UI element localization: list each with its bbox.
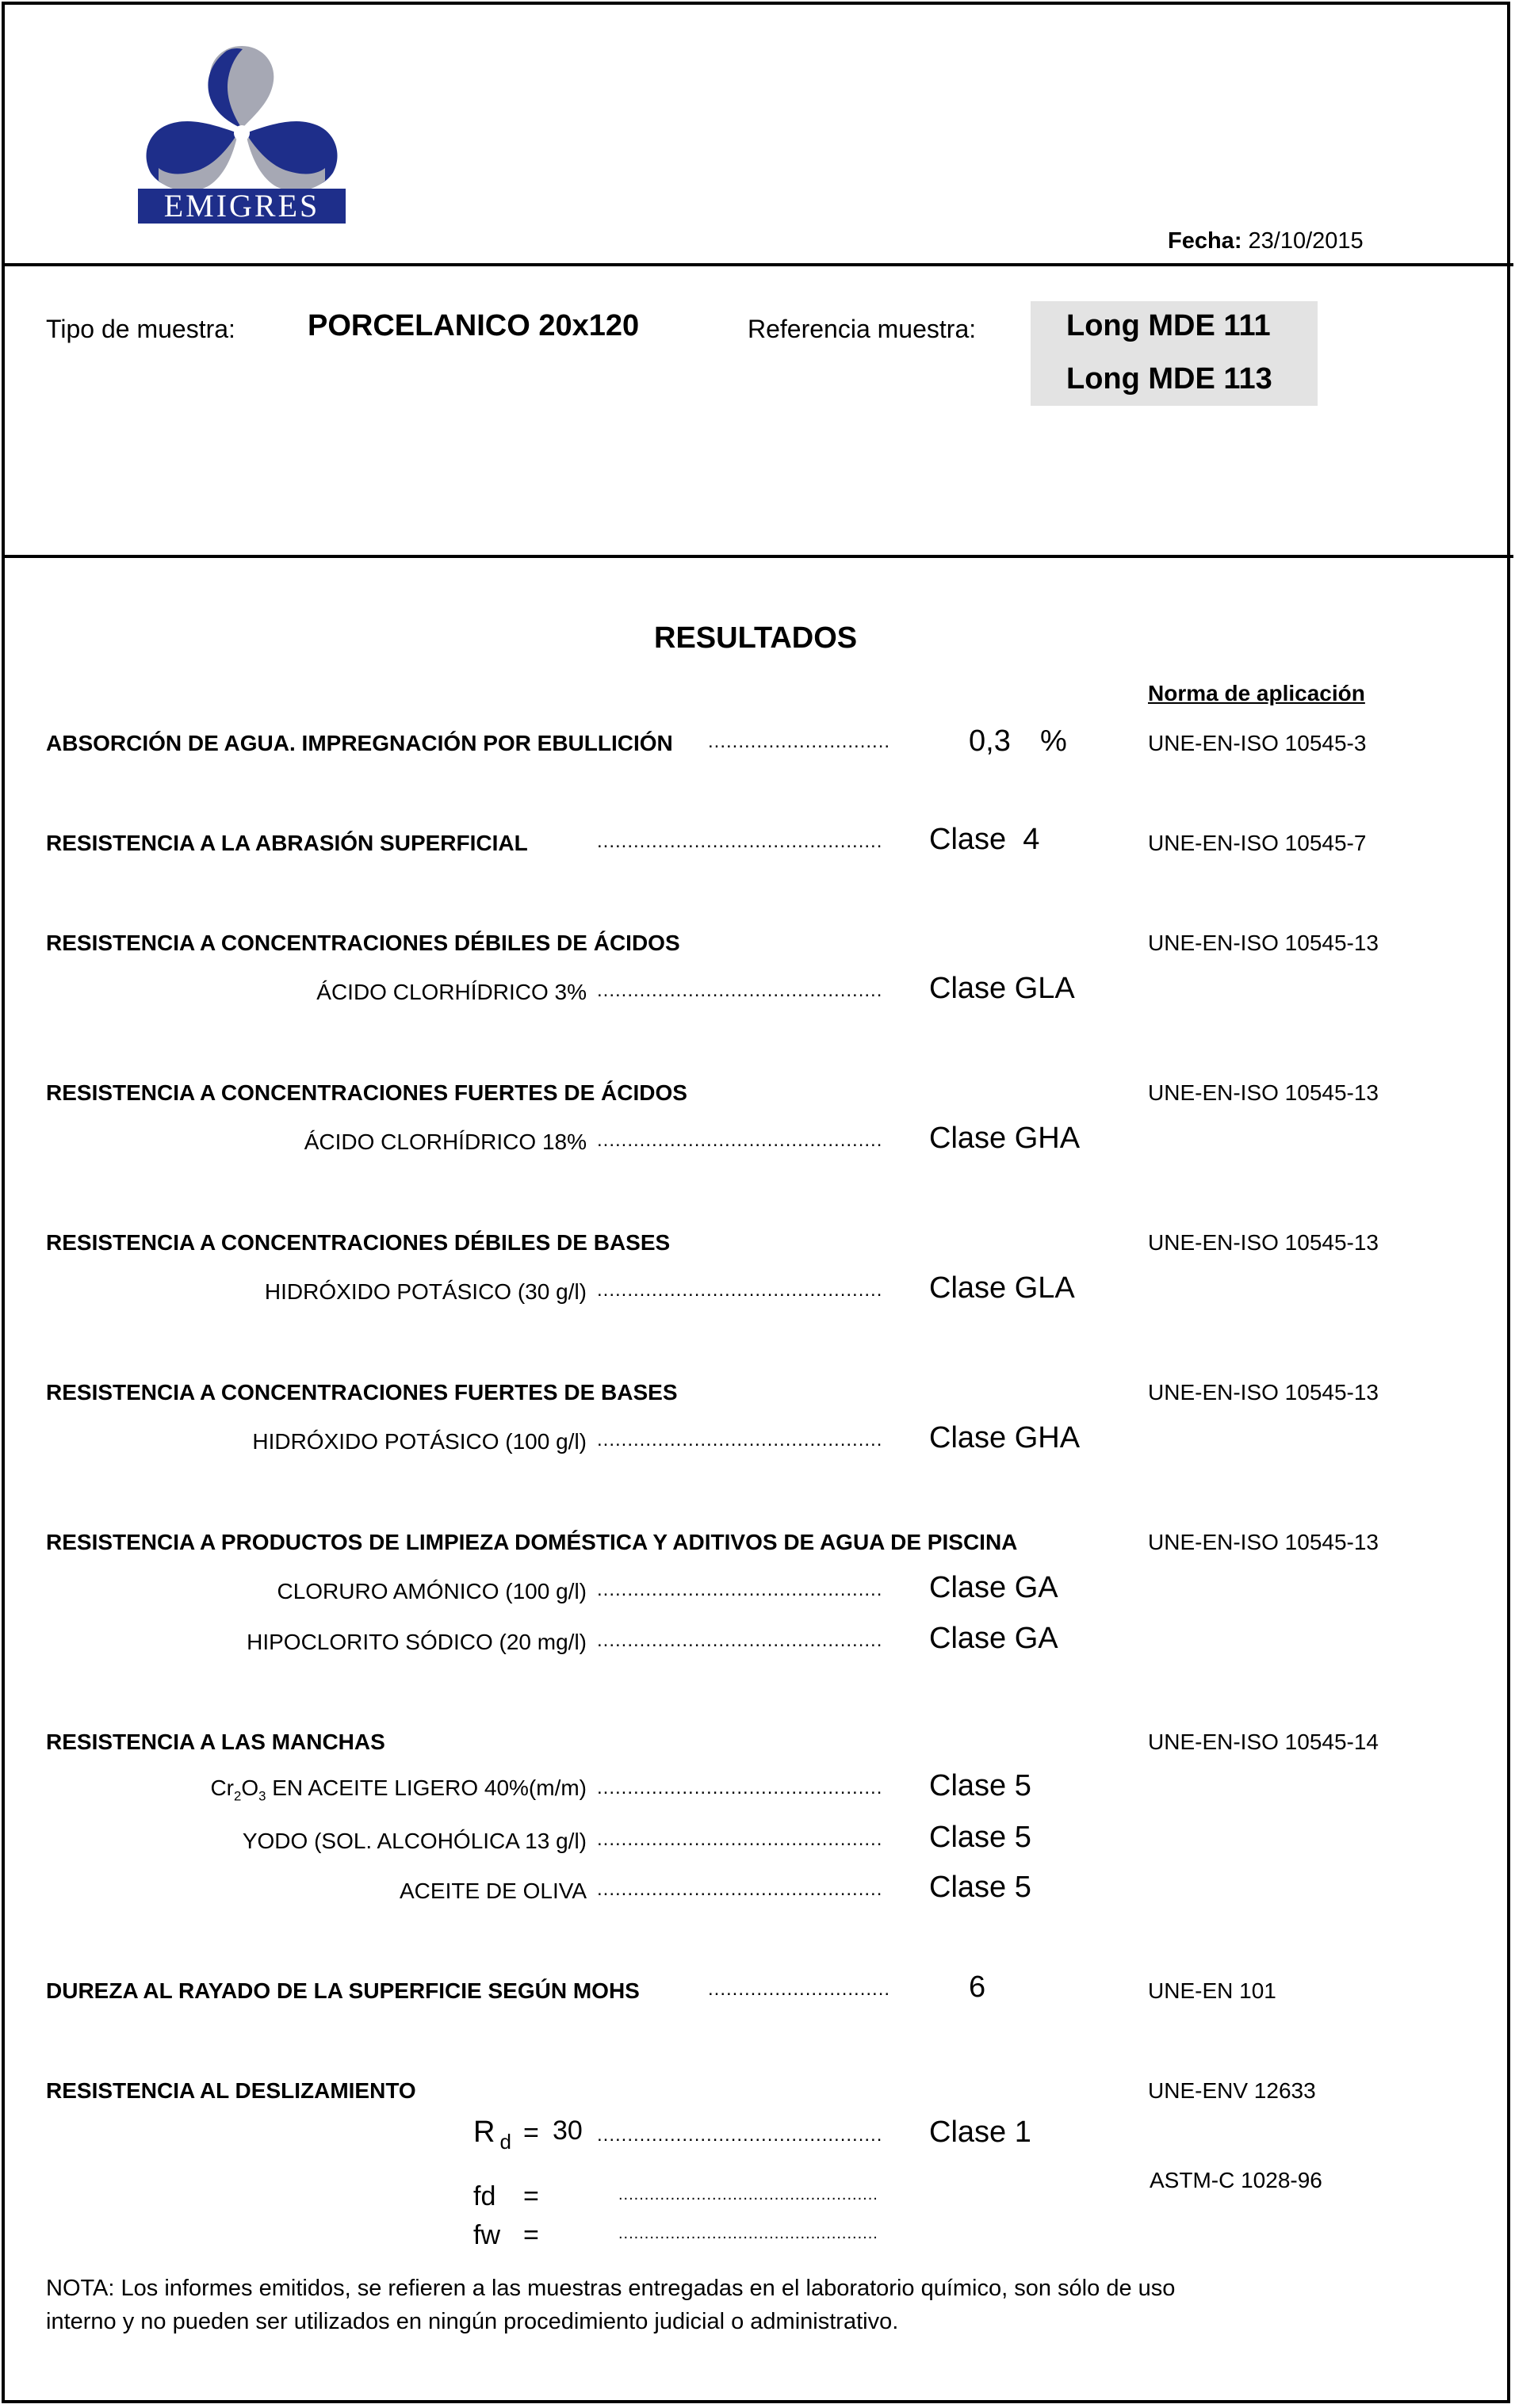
standard-ref: UNE-EN 101 bbox=[1148, 1978, 1276, 2003]
section-title: RESISTENCIA AL DESLIZAMIENTO bbox=[46, 2078, 416, 2103]
dot-leader: ............................................... bbox=[597, 2124, 883, 2146]
result-value: 0,3 bbox=[969, 724, 1011, 758]
dot-leader: ............................................... bbox=[597, 1829, 883, 1850]
standard-ref: UNE-EN-ISO 10545-13 bbox=[1148, 1530, 1379, 1554]
standard-ref: UNE-EN-ISO 10545-13 bbox=[1148, 1230, 1379, 1255]
dot-leader: ............................................... bbox=[597, 1777, 883, 1798]
section-title: RESISTENCIA A CONCENTRACIONES DÉBILES DE BASES bbox=[46, 1230, 671, 1255]
result-value: Clase GLA bbox=[929, 1271, 1075, 1305]
standard-ref-secondary: ASTM-C 1028-96 bbox=[1150, 2168, 1322, 2192]
date-line bbox=[1168, 228, 1364, 254]
result-value: Clase GA bbox=[929, 1622, 1058, 1655]
section-title: RESISTENCIA A PRODUCTOS DE LIMPIEZA DOMÉSTICA Y ADITIVOS DE AGUA DE PISCINA bbox=[46, 1530, 1018, 1554]
section-title: RESISTENCIA A CONCENTRACIONES FUERTES DE ÁCIDOS bbox=[46, 1080, 687, 1105]
dot-leader: ............................................... bbox=[597, 980, 883, 1001]
sub-test-label: ACEITE DE OLIVA bbox=[400, 1879, 587, 1903]
standard-ref: UNE-EN-ISO 10545-13 bbox=[1148, 1380, 1379, 1405]
dot-leader: ............................................... bbox=[597, 1630, 883, 1651]
note-line-1: NOTA: Los informes emitidos, se refieren a las muestras entregadas en el laboratorio químico, son sólo de uso bbox=[46, 2276, 1176, 2301]
result-value: Clase GHA bbox=[929, 1122, 1081, 1155]
sub-test-label: ÁCIDO CLORHÍDRICO 18% bbox=[304, 1129, 587, 1154]
result-value: Clase GA bbox=[929, 1571, 1058, 1604]
dot-leader: ............................................... bbox=[597, 1279, 883, 1301]
result-value: Clase 4 bbox=[929, 823, 1040, 856]
sample-type-value: PORCELANICO 20x120 bbox=[308, 309, 640, 342]
sample-type-label: Tipo de muestra: bbox=[46, 315, 235, 343]
result-unit: % bbox=[1040, 724, 1067, 758]
result-value: Clase 5 bbox=[929, 1769, 1031, 1802]
norma-header: Norma de aplicación bbox=[1148, 681, 1365, 705]
sample-divider bbox=[2, 555, 1513, 558]
sub-test-label: ÁCIDO CLORHÍDRICO 3% bbox=[316, 980, 587, 1004]
rd-value: 30 bbox=[553, 2116, 583, 2146]
result-value: Clase GHA bbox=[929, 1421, 1081, 1454]
section-title: RESISTENCIA A LA ABRASIÓN SUPERFICIAL bbox=[46, 831, 528, 855]
sub-test-label: CLORURO AMÓNICO (100 g/l) bbox=[277, 1579, 587, 1603]
rd-label: R $_d$ bbox=[473, 2116, 511, 2154]
sample-reference-1: Long MDE 111 bbox=[1066, 309, 1271, 342]
dot-leader: .............................. bbox=[708, 731, 891, 752]
results-title: RESULTADOS bbox=[654, 621, 858, 655]
sample-reference-2: Long MDE 113 bbox=[1066, 362, 1272, 396]
standard-ref: UNE-EN-ISO 10545-14 bbox=[1148, 1730, 1379, 1754]
dot-leader: .................................................. bbox=[618, 2186, 878, 2204]
standard-ref: UNE-EN-ISO 10545-13 bbox=[1148, 1080, 1379, 1105]
standard-ref: UNE-EN-ISO 10545-7 bbox=[1148, 831, 1367, 855]
fd-equals: = bbox=[523, 2181, 539, 2211]
section-title: RESISTENCIA A LAS MANCHAS bbox=[46, 1730, 385, 1754]
section-title: RESISTENCIA A CONCENTRACIONES DÉBILES DE ÁCIDOS bbox=[46, 931, 680, 955]
sample-reference-label: Referencia muestra: bbox=[748, 315, 977, 343]
result-value: Clase GLA bbox=[929, 972, 1075, 1005]
dot-leader: ............................................... bbox=[597, 1429, 883, 1451]
sub-test-label: YODO (SOL. ALCOHÓLICA 13 g/l) bbox=[242, 1829, 587, 1853]
note-line-2: interno y no pueden ser utilizados en ningún procedimiento judicial o administrativo. bbox=[46, 2309, 899, 2334]
header-divider bbox=[2, 263, 1513, 266]
section-title: RESISTENCIA A CONCENTRACIONES FUERTES DE BASES bbox=[46, 1380, 678, 1405]
dot-leader: .............................. bbox=[708, 1978, 891, 2000]
standard-ref: UNE-EN-ISO 10545-3 bbox=[1148, 731, 1367, 755]
sub-test-label: HIDRÓXIDO POTÁSICO (30 g/l) bbox=[264, 1279, 587, 1304]
date-value: 23/10/2015 bbox=[1248, 228, 1364, 254]
fw-label: fw bbox=[473, 2220, 500, 2250]
result-value: 6 bbox=[969, 1970, 986, 2004]
section-title: ABSORCIÓN DE AGUA. IMPREGNACIÓN POR EBULLICIÓN bbox=[46, 731, 673, 755]
result-value: Clase 5 bbox=[929, 1871, 1031, 1904]
rd-equals: = bbox=[523, 2118, 539, 2148]
standard-ref: UNE-ENV 12633 bbox=[1148, 2078, 1316, 2103]
sub-test-label: $Cr_2O_3$ EN ACEITE LIGERO 40%(m/m) bbox=[210, 1775, 587, 1804]
section-title: DUREZA AL RAYADO DE LA SUPERFICIE SEGÚN MOHS bbox=[46, 1978, 640, 2003]
fw-equals: = bbox=[523, 2220, 539, 2250]
dot-leader: .................................................. bbox=[618, 2225, 878, 2242]
standard-ref: UNE-EN-ISO 10545-13 bbox=[1148, 931, 1379, 955]
sub-test-label: HIDRÓXIDO POTÁSICO (100 g/l) bbox=[252, 1429, 587, 1454]
dot-leader: ............................................... bbox=[597, 1129, 883, 1151]
dot-leader: ............................................... bbox=[597, 1879, 883, 1900]
logo-wordmark: EMIGRES bbox=[138, 189, 346, 224]
date-label: Fecha: bbox=[1168, 228, 1242, 254]
dot-leader: ............................................... bbox=[597, 1579, 883, 1600]
fd-label: fd bbox=[473, 2181, 496, 2211]
sub-test-label: HIPOCLORITO SÓDICO (20 mg/l) bbox=[247, 1630, 587, 1654]
result-value: Clase 5 bbox=[929, 1821, 1031, 1854]
result-value: Clase 1 bbox=[929, 2116, 1031, 2149]
dot-leader: ............................................... bbox=[597, 831, 883, 852]
